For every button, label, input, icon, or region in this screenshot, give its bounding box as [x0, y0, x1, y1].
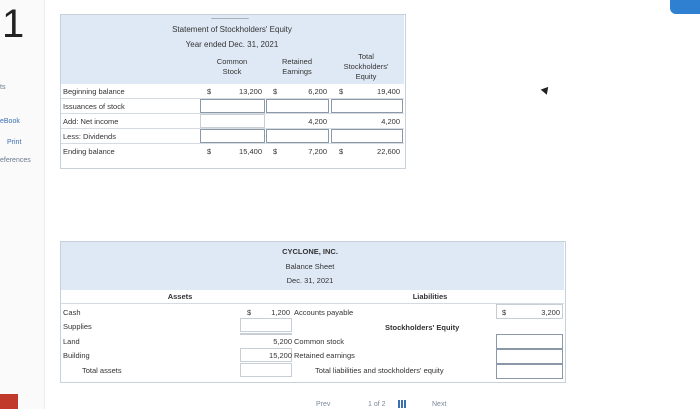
statement-subtitle: Year ended Dec. 31, 2021 — [185, 40, 279, 49]
nav-item-references[interactable]: eferences — [0, 157, 31, 164]
statement-clipped-title: ————— — [211, 13, 249, 22]
equity-label: Retained earnings — [294, 351, 355, 360]
grid-icon[interactable] — [398, 400, 406, 408]
row-label: Add: Net income — [63, 117, 119, 126]
issuance-total-input[interactable] — [331, 99, 403, 113]
row-label: Less: Dividends — [63, 132, 116, 141]
company-name: CYCLONE, INC. — [282, 247, 338, 256]
net-income-total: 4,200 — [381, 117, 400, 126]
asset-label: Building — [63, 351, 90, 360]
dollar-sign: $ — [273, 147, 278, 156]
divider — [61, 303, 564, 304]
left-rail — [0, 0, 45, 409]
issuance-retained-input[interactable] — [266, 99, 329, 113]
retained-earnings-value: 15,200 — [269, 351, 292, 360]
row-label: Beginning balance — [63, 87, 125, 96]
col-retained-earnings: Retained Earnings — [281, 57, 313, 76]
question-number: 1 — [2, 2, 25, 46]
dividends-retained-input[interactable] — [266, 129, 329, 143]
total-assets-label: Total assets — [82, 366, 122, 375]
asset-label: Land — [63, 337, 80, 346]
liability-label: Accounts payable — [294, 308, 354, 317]
net-income-common-input[interactable] — [200, 114, 265, 128]
nav-item-ebook[interactable]: eBook — [0, 118, 20, 125]
common-stock-value: 5,200 — [273, 337, 292, 346]
page-indicator: 1 of 2 — [368, 401, 386, 408]
equity-input-1[interactable] — [496, 334, 563, 349]
beginning-total-equity: 19,400 — [377, 87, 400, 96]
col-common-stock: Common Stock — [216, 57, 248, 76]
dollar-sign: $ — [339, 147, 344, 156]
dividends-total-input[interactable] — [331, 129, 403, 143]
asset-label: Supplies — [63, 322, 92, 331]
total-liabilities-equity-input[interactable] — [496, 364, 563, 379]
dollar-sign: $ — [207, 147, 212, 156]
col-total-equity: Total Stockholders' Equity — [343, 52, 389, 81]
liabilities-heading: Liabilities — [412, 292, 448, 301]
accounts-payable-value: 3,200 — [541, 308, 560, 317]
row-label: Issuances of stock — [63, 102, 125, 111]
ending-retained-earnings: 7,200 — [308, 147, 327, 156]
accounts-payable-cell — [496, 304, 563, 319]
total-liabilities-equity-label: Total liabilities and stockholders' equity — [315, 366, 444, 375]
dividends-common-input[interactable] — [200, 129, 265, 143]
red-marker — [0, 394, 18, 409]
prev-button[interactable]: Prev — [316, 401, 331, 408]
nav-item-points[interactable]: ts — [0, 84, 6, 91]
dollar-sign: $ — [273, 87, 278, 96]
mouse-cursor-icon — [541, 84, 552, 95]
top-right-button[interactable] — [670, 0, 700, 14]
nav-item-print[interactable]: Print — [7, 139, 22, 146]
dollar-sign: $ — [339, 87, 344, 96]
dollar-sign: $ — [502, 308, 507, 317]
balance-sheet-date: Dec. 31, 2021 — [286, 276, 334, 285]
ending-total-equity: 22,600 — [377, 147, 400, 156]
equity-label: Common stock — [294, 337, 345, 346]
total-assets-input[interactable] — [240, 363, 292, 377]
divider — [240, 333, 292, 335]
equity-heading: Stockholders' Equity — [385, 323, 460, 332]
asset-label: Cash — [63, 308, 81, 317]
balance-sheet-title: Balance Sheet — [285, 262, 335, 271]
cash-value: 1,200 — [271, 308, 290, 317]
issuance-common-input[interactable] — [200, 99, 265, 113]
ending-common-stock: 15,400 — [239, 147, 262, 156]
dollar-sign: $ — [207, 87, 212, 96]
row-label: Ending balance — [63, 147, 115, 156]
statement-title: Statement of Stockholders' Equity — [172, 25, 292, 34]
dollar-sign: $ — [247, 308, 252, 317]
net-income-retained: 4,200 — [308, 117, 327, 126]
equity-input-2[interactable] — [496, 349, 563, 364]
next-button[interactable]: Next — [432, 401, 447, 408]
beginning-common-stock: 13,200 — [239, 87, 262, 96]
beginning-retained-earnings: 6,200 — [308, 87, 327, 96]
assets-heading: Assets — [167, 292, 193, 301]
supplies-input[interactable] — [240, 318, 292, 332]
